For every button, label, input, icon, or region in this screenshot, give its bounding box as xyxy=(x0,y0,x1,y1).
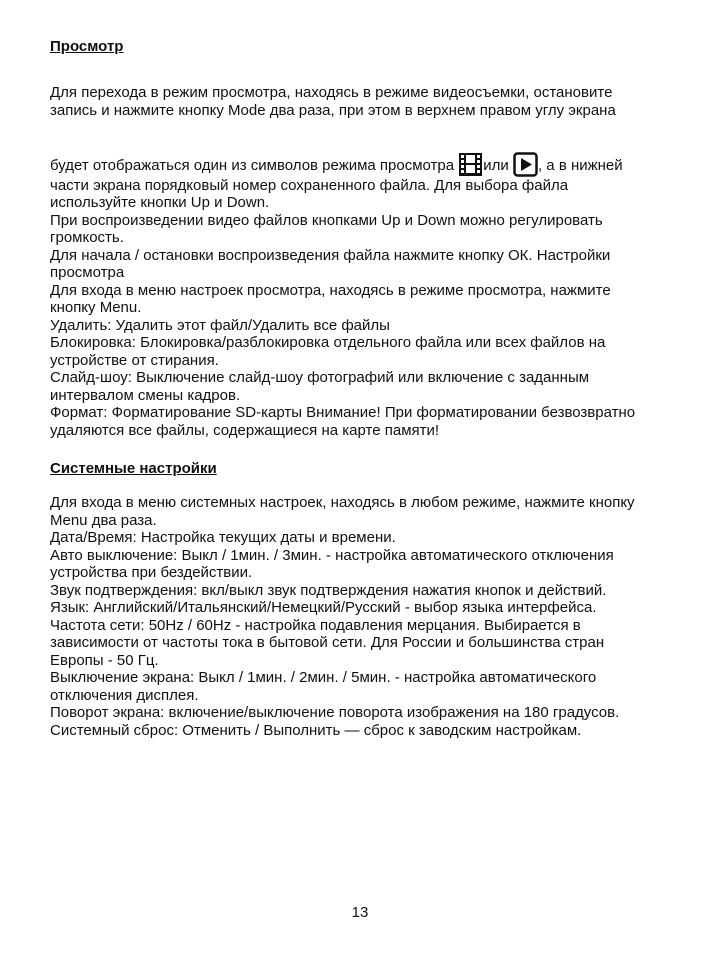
document-page xyxy=(50,38,690,739)
icons-line-text-before: будет отображаться один из символов режима просмотра xyxy=(50,156,459,174)
spacer xyxy=(50,119,690,134)
page-number: 13 xyxy=(351,904,369,921)
section-title-system-settings: Системные настройки xyxy=(50,460,217,477)
spacer xyxy=(50,56,690,84)
spacer xyxy=(50,478,690,494)
playback-intro-paragraph: Для перехода в режим просмотра, находясь в режиме видеосъемки, остановите запись и нажмите кнопку Mode два раза, при этом в верхнем правом углу экрана xyxy=(50,84,616,119)
play-icon xyxy=(513,152,538,177)
icons-line-text-middle: или xyxy=(483,156,513,174)
film-icon xyxy=(458,152,483,177)
playback-icons-line xyxy=(50,134,690,177)
spacer xyxy=(50,439,690,460)
section-title-playback: Просмотр xyxy=(50,38,124,55)
icons-line-text-after: , а в нижней xyxy=(537,156,623,174)
system-settings-paragraph: Для входа в меню системных настроек, находясь в любом режиме, нажмите кнопку Menu два раза. Дата/Время: Настройка текущих даты и времени. Авто выключение: Выкл / 1мин. / 3мин. - настройка автоматического отключения устройства при бездействии. Звук подтверждения: вкл/выкл звук подтверждения нажатия кнопок и действий. Язык: Английский/Итальянский/Немецкий/Русский - выбор языка интерфейса. Частота сети: 50Hz / 60Hz - настройка подавления мерцания. Выбирается в зависимости от частоты тока в бытовой сети. Для России и большинства стран Европы - 50 Гц. Выключение экрана: Выкл / 1мин. / 2мин. / 5мин. - настройка автоматического отключения дисплея. Поворот экрана: включение/выключение поворота изображения на 180 градусов. Системный сброс: Отменить / Выполнить — сброс к заводским настройкам. xyxy=(50,494,635,739)
playback-details-paragraph: части экрана порядковый номер сохраненного файла. Для выбора файла используйте кнопки Up и Down. При воспроизведении видео файлов кнопками Up и Down можно регулировать громкость. Для начала / остановки воспроизведения файла нажмите кнопку ОК. Настройки просмотра Для входа в меню настроек просмотра, находясь в режиме просмотра, нажмите кнопку Menu. Удалить: Удалить этот файл/Удалить все файлы Блокировка: Блокировка/разблокировка отдельного файла или всех файлов на устройстве от стирания. Слайд-шоу: Выключение слайд-шоу фотографий или включение с заданным интервалом смены кадров. Формат: Форматирование SD-карты Внимание! При форматировании безвозвратно удаляются все файлы, содержащиеся на карте памяти! xyxy=(50,176,636,439)
